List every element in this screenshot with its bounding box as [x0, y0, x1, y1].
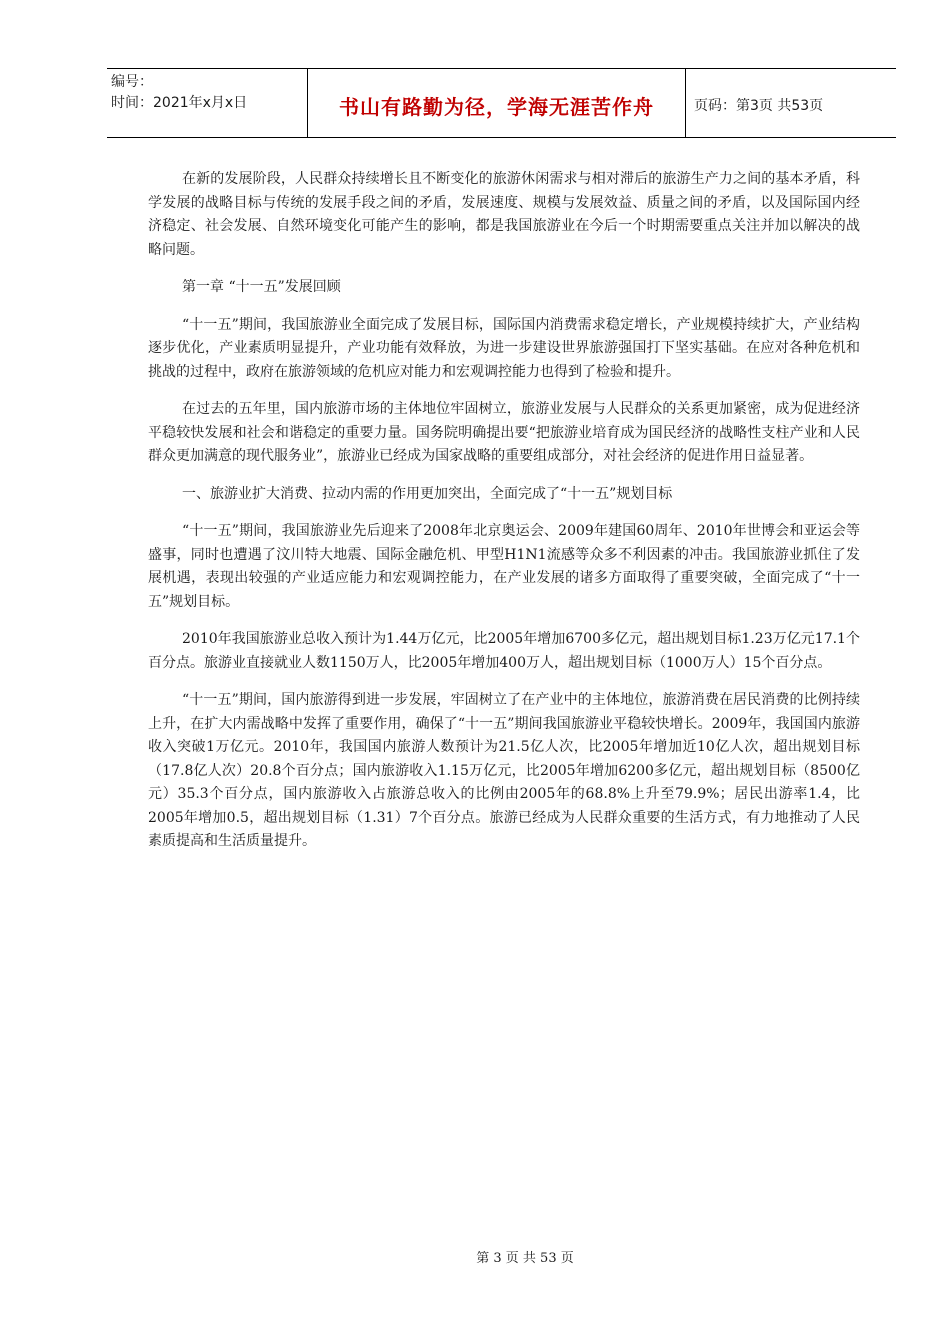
paragraph: 在过去的五年里，国内旅游市场的主体地位牢固树立，旅游业发展与人民群众的关系更加紧密，成为促进经济平稳较快发展和社会和谐稳定的重要力量。国务院明确提出要“把旅游业培育成为国民经济的战略性支柱产业和人民群众更加满意的现代服务业”，旅游业已经成为国家战略的重要组成部分，对社会经济的促进作用日益显著。 [148, 401, 860, 464]
footer-page-number: 第 3 页 共 53 页 [476, 1251, 574, 1266]
page-header [107, 68, 896, 138]
header-page-info: 页码：第3页 共53页 [694, 98, 824, 114]
section-heading: 一、旅游业扩大消费、拉动内需的作用更加突出，全面完成了“十一五”规划目标 [182, 485, 673, 502]
document-number-label: 编号： [111, 74, 153, 90]
paragraph: 2010年我国旅游业总收入预计为1.44万亿元，比2005年增加6700多亿元，超出规划目标1.23万亿元17.1个百分点。旅游业直接就业人数1150万人，比2005年增加400万人，超出规划目标（1000万人）15个百分点。 [148, 631, 860, 671]
page-footer [0, 1247, 950, 1266]
chapter-heading: 第一章 “十一五”发展回顾 [182, 279, 341, 295]
paragraph: “十一五”期间，国内旅游得到进一步发展，牢固树立了在产业中的主体地位，旅游消费在居民消费的比例持续上升，在扩大内需战略中发挥了重要作用，确保了“十一五”期间我国旅游业平稳较快增长。2009年，我国国内旅游收入突破1万亿元。2010年，我国国内旅游人数预计为21.5亿人次，比2005年增加近10亿人次，超出规划目标（17.8亿人次）20.8个百分点；国内旅游收入1.15万亿元，比2005年增加6200多亿元，超出规划目标（8500亿元）35.3个百分点，国内旅游收入占旅游总收入的比例由2005年的68.8%上升至79.9%；居民出游率1.4，比2005年增加0.5，超出规划目标（1.31）7个百分点。旅游已经成为人民群众重要的生活方式，有力地推动了人民素质提高和生活质量提升。 [148, 692, 860, 849]
header-meta [107, 69, 308, 137]
paragraph: “十一五”期间，我国旅游业全面完成了发展目标，国际国内消费需求稳定增长，产业规模持续扩大，产业结构逐步优化，产业素质明显提升，产业功能有效释放，为进一步建设世界旅游强国打下坚实基础。在应对各种危机和挑战的过程中，政府在旅游领域的危机应对能力和宏观调控能力也得到了检验和提升。 [148, 316, 860, 380]
document-date: 时间：2021年x月x日 [111, 95, 248, 111]
paragraph: “十一五”期间，我国旅游业先后迎来了2008年北京奥运会、2009年建国60周年、2010年世博会和亚运会等盛事，同时也遭遇了汶川特大地震、国际金融危机、甲型H1N1流感等众多不利因素的冲击。我国旅游业抓住了发展机遇，表现出较强的产业适应能力和宏观调控能力，在产业发展的诸多方面取得了重要突破，全面完成了“十一五”规划目标。 [148, 523, 860, 610]
document-body [148, 168, 860, 868]
header-motto: 书山有路勤为径，学海无涯苦作舟 [308, 69, 686, 137]
paragraph: 在新的发展阶段，人民群众持续增长且不断变化的旅游休闲需求与相对滞后的旅游生产力之间的基本矛盾，科学发展的战略目标与传统的发展手段之间的矛盾，发展速度、规模与发展效益、质量之间的矛盾，以及国际国内经济稳定、社会发展、自然环境变化可能产生的影响，都是我国旅游业在今后一个时期需要重点关注并加以解决的战略问题。 [148, 171, 860, 258]
